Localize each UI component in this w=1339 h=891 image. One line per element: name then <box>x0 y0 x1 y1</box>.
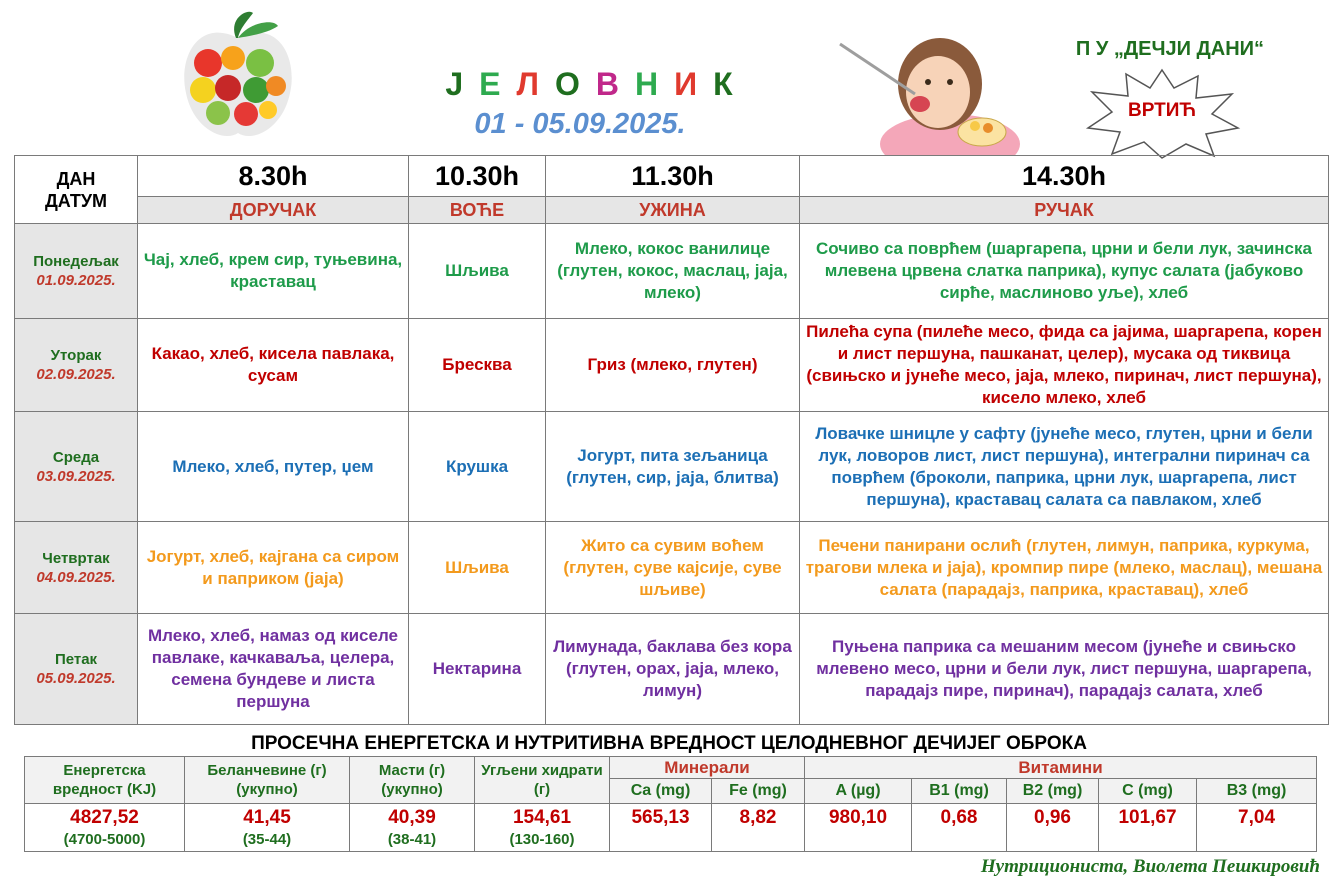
nutrition-table <box>24 756 1317 852</box>
day-cell <box>15 412 138 522</box>
menu-table <box>14 155 1329 725</box>
title-letter: Л <box>516 66 541 102</box>
fruit-cell: Шљива <box>409 522 546 614</box>
breakfast-cell: Млеко, хлеб, путер, џем <box>138 412 409 522</box>
day-header-label: ДАН <box>56 168 96 189</box>
breakfast-cell: Јогурт, хлеб, кајгана са сиром и паприком (јаја) <box>138 522 409 614</box>
mineral-ca-header: Ca (mg) <box>610 779 712 804</box>
day-date: 01.09.2025. <box>36 272 116 289</box>
snack-cell: Млеко, кокос ванилице (глутен, кокос, маслац, јаја, млеко) <box>546 224 800 319</box>
vegetables-apple-image <box>178 8 298 148</box>
snack-cell: Жито са сувим воћем (глутен, суве кајсије, суве шљиве) <box>546 522 800 614</box>
lunch-cell: Ловачке шницле у сафту (јунеће месо, глутен, црни и бели лук, ловоров лист, лист першуна), интегрални пиринач са поврћем (броколи, паприка, црни лук, шаргарепа, лист першуна), краставац салата са павлаком, хлеб <box>800 412 1329 522</box>
title-letter: В <box>595 66 621 102</box>
institution-name: П У „ДЕЧЈИ ДАНИ“ <box>1075 38 1265 60</box>
energy-value: 4827,52 <box>70 806 139 828</box>
time-fruit: 10.30h <box>409 156 546 197</box>
menu-dates: 01 - 05.09.2025. <box>474 108 686 140</box>
day-row-wednesday <box>15 412 1329 522</box>
fat-value: 40,39 <box>388 806 436 828</box>
fat-value-cell <box>350 804 475 852</box>
mineral-fe-header: Fe (mg) <box>712 779 805 804</box>
day-date: 03.09.2025. <box>36 467 116 485</box>
energy-value-cell <box>25 804 185 852</box>
time-lunch: 14.30h <box>800 156 1329 197</box>
day-cell <box>15 522 138 614</box>
time-snack: 11.30h <box>546 156 800 197</box>
day-name: Петак <box>54 651 98 668</box>
meal-lunch: РУЧАК <box>800 197 1329 224</box>
day-date-header <box>15 156 138 224</box>
lunch-cell: Пилећа супа (пилеће месо, фида са јајима, шаргарепа, корен и лист першуна, пашканат, целер), мусака од тиквица (свињско и јунеће месо, јаја, млеко, пиринач, лист першуна), кисело млеко, хлеб <box>800 319 1329 412</box>
snack-cell: Гриз (млеко, глутен) <box>546 319 800 412</box>
vitamin-c-header: C (mg) <box>1099 779 1197 804</box>
fruit-cell: Шљива <box>409 224 546 319</box>
vitamin-b3-header: B3 (mg) <box>1197 779 1317 804</box>
fruit-cell: Крушка <box>409 412 546 522</box>
day-name: Уторак <box>50 347 102 364</box>
day-date: 05.09.2025. <box>36 670 116 687</box>
lunch-cell: Сочиво са поврћем (шаргарепа, црни и бели лук, зачинска млевена црвена слатка паприка), купус салата (јабуково сирће, маслиново уље), хлеб <box>800 224 1329 319</box>
day-row-thursday <box>15 522 1329 614</box>
child-eating-image <box>810 24 1040 156</box>
carbs-value: 154,61 <box>512 806 572 828</box>
fruit-cell: Нектарина <box>409 614 546 725</box>
energy-header: Енергетска вредност (KJ) <box>25 757 185 804</box>
title-letter: Е <box>479 66 503 102</box>
vitamin-b3-value: 7,04 <box>1197 804 1317 852</box>
day-row-tuesday <box>15 319 1329 412</box>
vitamin-b1-value: 0,68 <box>912 804 1007 852</box>
protein-value-cell <box>185 804 350 852</box>
title-letter: К <box>713 66 735 102</box>
day-date: 02.09.2025. <box>36 366 116 383</box>
carbs-value-cell <box>475 804 610 852</box>
mineral-ca-value: 565,13 <box>610 804 712 852</box>
snack-cell: Лимунада, баклава без кора (глутен, орах, јаја, млеко, лимун) <box>546 614 800 725</box>
vitamin-b1-header: B1 (mg) <box>912 779 1007 804</box>
carbs-header: Угљени хидрати (г) <box>475 757 610 804</box>
date-header-label: ДАТУМ <box>44 190 108 211</box>
protein-range: (35-44) <box>242 830 292 848</box>
day-row-monday <box>15 224 1329 319</box>
vitamins-header: Витамини <box>805 757 1317 779</box>
day-name: Понедељак <box>33 253 119 270</box>
breakfast-cell: Млеко, хлеб, намаз од киселе павлаке, качкаваља, целера, семена бундеве и листа першуна <box>138 614 409 725</box>
energy-range: (4700-5000) <box>63 830 146 848</box>
protein-header: Беланчевине (г) (укупно) <box>185 757 350 804</box>
vitamin-b2-header: B2 (mg) <box>1007 779 1099 804</box>
fat-range: (38-41) <box>387 830 437 848</box>
vitamin-a-value: 980,10 <box>805 804 912 852</box>
snack-cell: Јогурт, пита зељаница (глутен, сир, јаја, блитва) <box>546 412 800 522</box>
vitamin-a-header: A (µg) <box>805 779 912 804</box>
breakfast-cell: Чај, хлеб, крем сир, туњевина, краставац <box>138 224 409 319</box>
vitamin-c-value: 101,67 <box>1099 804 1197 852</box>
nutrition-title: ПРОСЕЧНА ЕНЕРГЕТСКА И НУТРИТИВНА ВРЕДНОСТ ЦЕЛОДНЕВНОГ ДЕЧИЈЕГ ОБРОКА <box>251 733 1087 754</box>
title-letter: Ј <box>445 66 466 102</box>
nutritionist-signature: Нутриционистa, Виолета Пешкировић <box>980 856 1320 877</box>
title-letter: О <box>554 66 582 102</box>
title-letter: Н <box>634 66 661 102</box>
day-name: Четвртак <box>42 549 110 567</box>
meal-fruit: ВОЋЕ <box>409 197 546 224</box>
day-row-friday <box>15 614 1329 725</box>
protein-value: 41,45 <box>243 806 291 828</box>
day-date: 04.09.2025. <box>36 568 116 586</box>
meal-snack: УЖИНА <box>546 197 800 224</box>
carbs-range: (130-160) <box>509 830 575 848</box>
menu-title <box>410 66 770 103</box>
time-breakfast: 8.30h <box>138 156 409 197</box>
fruit-cell: Бресква <box>409 319 546 412</box>
minerals-header: Минерали <box>610 757 805 779</box>
title-letter: И <box>674 66 700 102</box>
mineral-fe-value: 8,82 <box>712 804 805 852</box>
fat-header: Масти (г) (укупно) <box>350 757 475 804</box>
day-cell <box>15 224 138 319</box>
lunch-cell: Пуњена паприка са мешаним месом (јунеће и свињско млевено месо, црни и бели лук, лист першуна, шаргарепа, парадајз пире, пиринач), парадајз салата, хлеб <box>800 614 1329 725</box>
day-cell <box>15 319 138 412</box>
meal-breakfast: ДОРУЧАК <box>138 197 409 224</box>
unit-name: ВРТИЋ <box>1127 100 1197 121</box>
breakfast-cell: Какао, хлеб, кисела павлака, сусам <box>138 319 409 412</box>
day-cell <box>15 614 138 725</box>
vitamin-b2-value: 0,96 <box>1007 804 1099 852</box>
lunch-cell: Печени панирани ослић (глутен, лимун, паприка, куркума, трагови млека и јаја), кромпир пире (млеко, маслац), мешана салата (парадајз, паприка, краставац), хлеб <box>800 522 1329 614</box>
day-name: Среда <box>52 448 100 466</box>
